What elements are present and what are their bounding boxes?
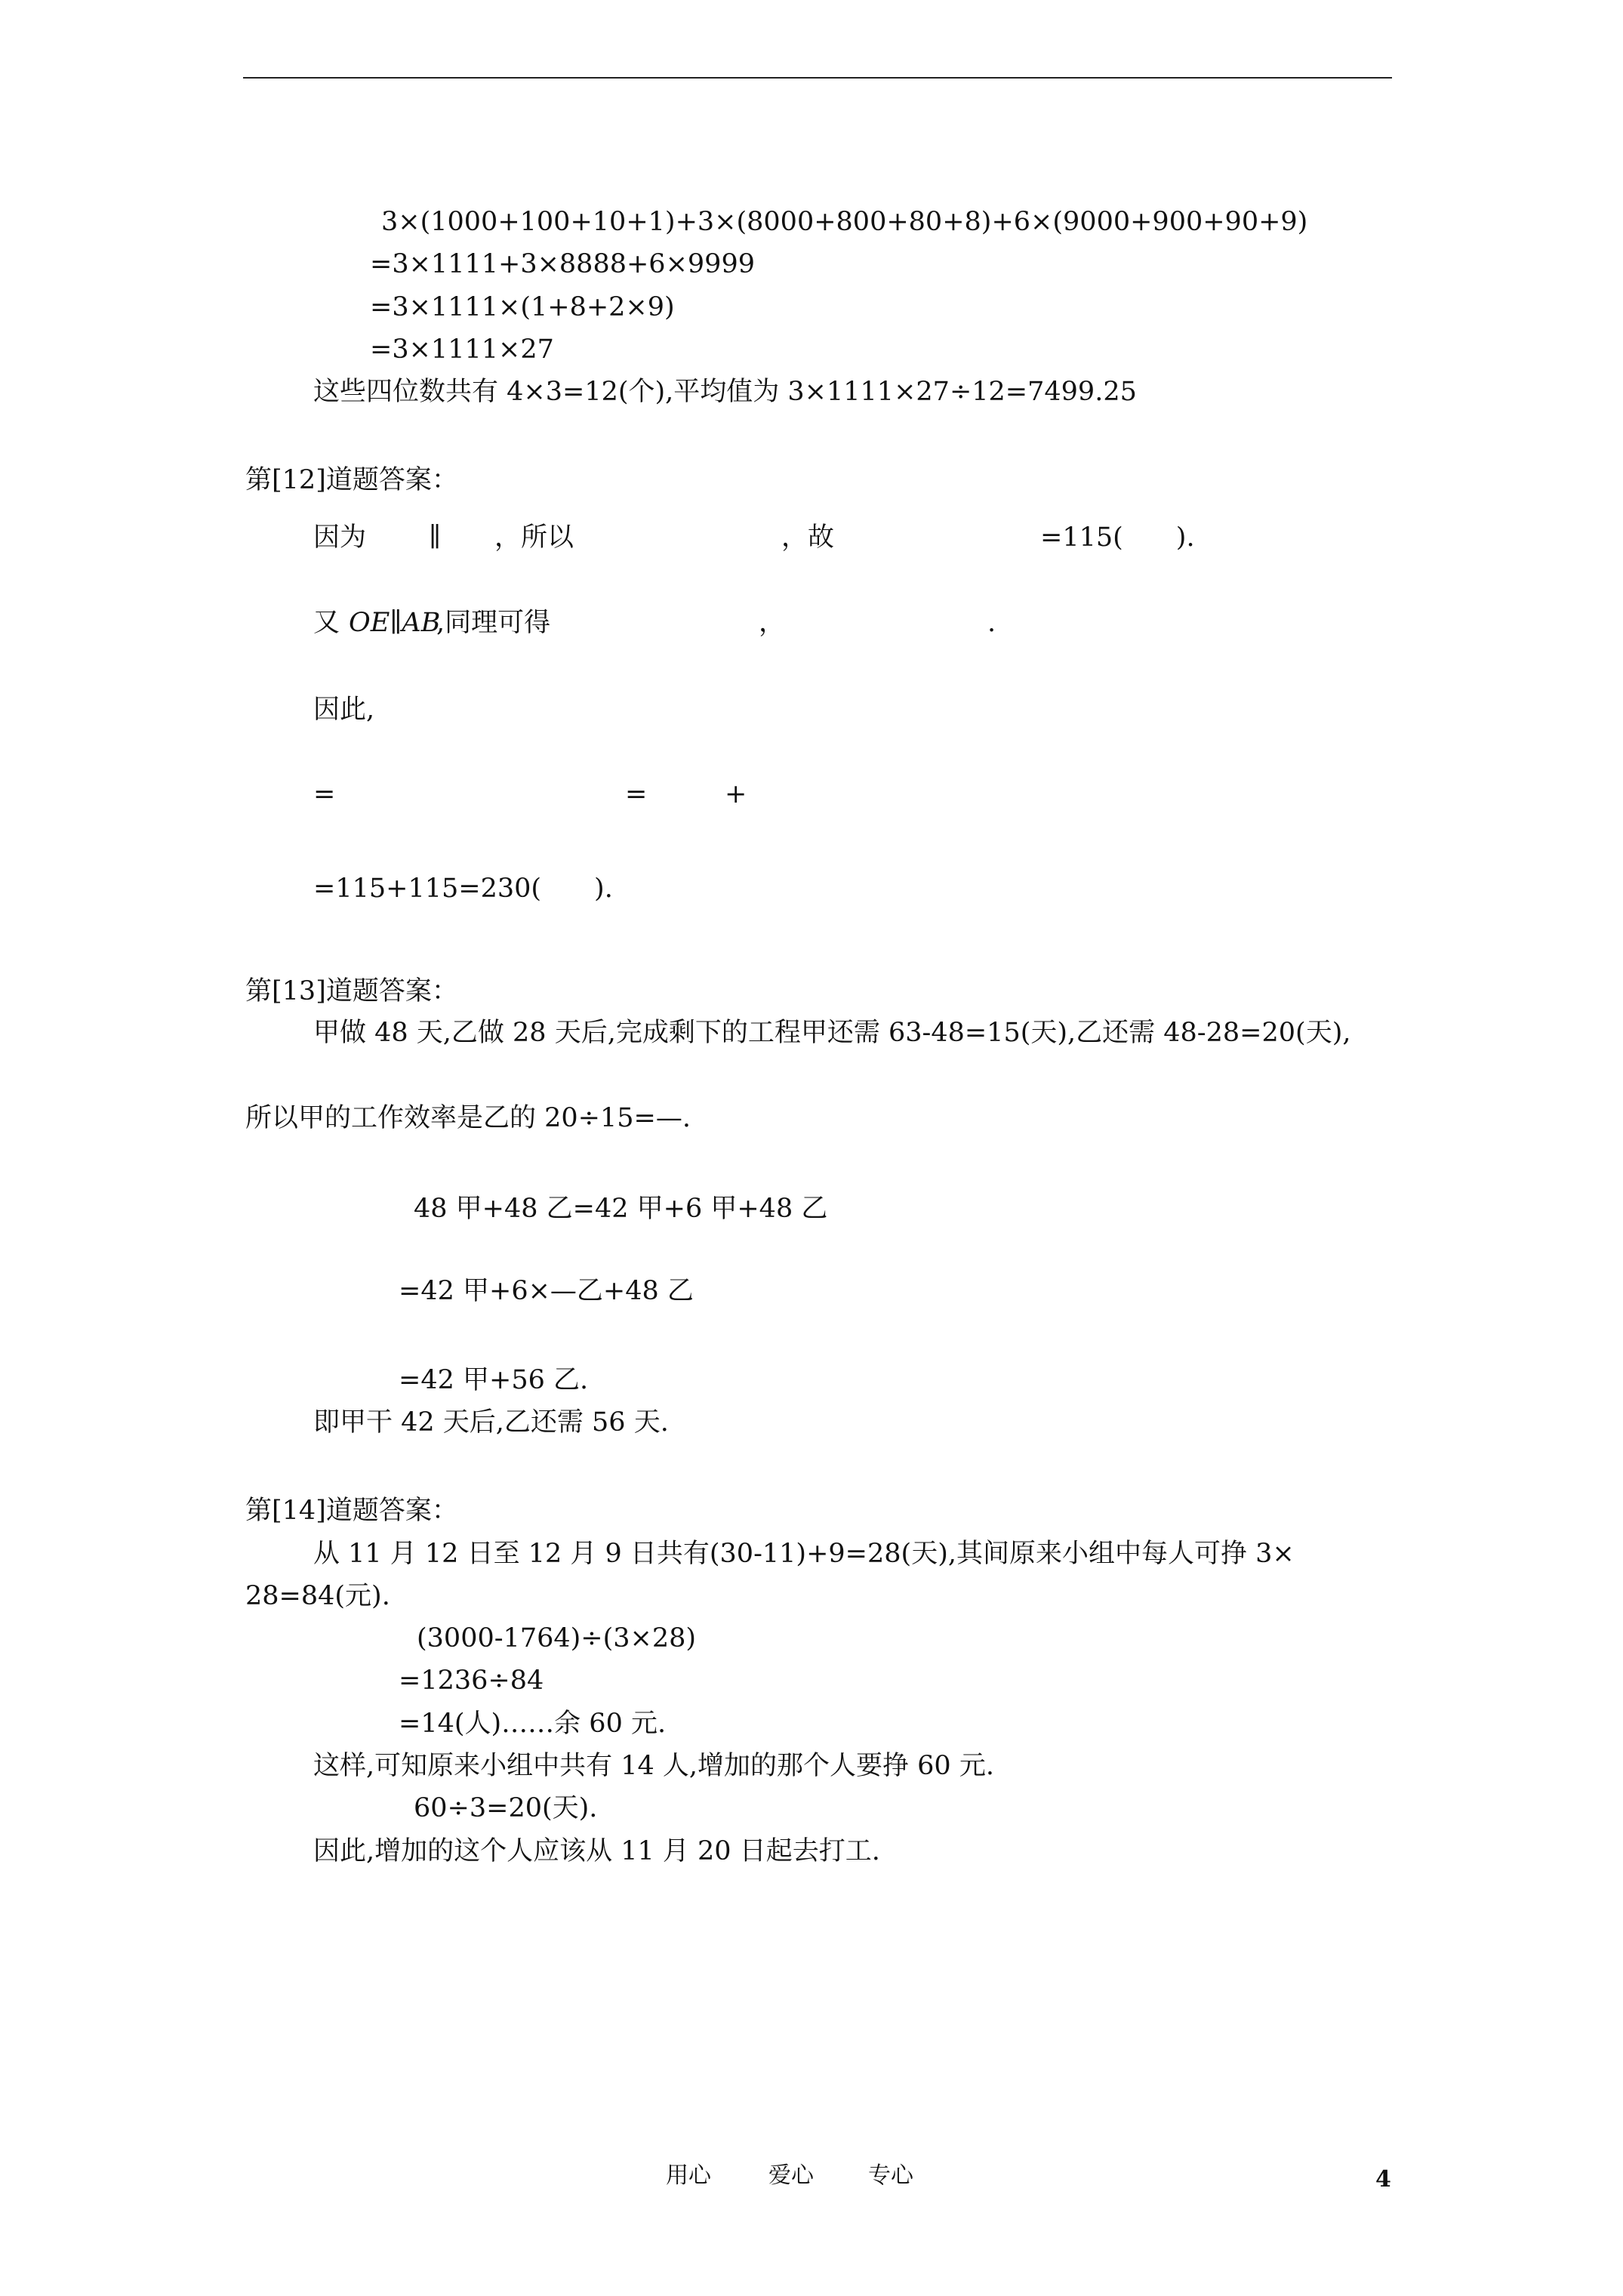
q14-line-4: =1236÷84 — [399, 1666, 544, 1696]
q14-line-2: 28=84(元). — [245, 1581, 390, 1611]
q14-line-7: 60÷3=20(天). — [414, 1793, 598, 1823]
q12-line-2-d: ， — [759, 608, 786, 638]
q11-line-5: 这些四位数共有 4×3=12(个),平均值为 3×1111×27÷12=7499.25 — [313, 377, 1137, 407]
q12-title: 第[12]道题答案： — [245, 465, 458, 495]
q14-line-5: =14(人)……余 60 元. — [399, 1709, 667, 1739]
q12-line-2-c: ,同理可得 — [436, 608, 551, 638]
q13-line-3: 48 甲+48 乙=42 甲+6 甲+48 乙 — [414, 1194, 828, 1224]
q12-line-1-b: ∥ — [429, 522, 442, 553]
q11-line-2: =3×1111+3×8888+6×9999 — [370, 249, 755, 279]
q14-title: 第[14]道题答案： — [245, 1496, 458, 1526]
q12-line-2-a: 又 — [313, 608, 340, 638]
q12-line-4-a: = — [313, 779, 336, 809]
q11-line-1: 3×(1000+100+10+1)+3×(8000+800+80+8)+6×(9000+900+90+9) — [381, 207, 1308, 237]
q14-line-8: 因此,增加的这个人应该从 11 月 20 日起去打工. — [313, 1836, 880, 1866]
q12-line-4-b: = — [625, 779, 648, 809]
header-rule — [243, 77, 1392, 79]
q12-line-1-e: =115( ). — [1040, 522, 1195, 553]
q12-line-5: =115+115=230( ). — [313, 874, 613, 904]
q13-line-2: 所以甲的工作效率是乙的 20÷15=—. — [245, 1103, 691, 1133]
q13-line-6: 即甲干 42 天后,乙还需 56 天. — [313, 1407, 669, 1438]
q12-line-1-d: ，故 — [781, 522, 835, 553]
q13-line-5: =42 甲+56 乙. — [399, 1365, 589, 1395]
q12-line-2-e: . — [987, 608, 996, 638]
q14-line-1: 从 11 月 12 日至 12 月 9 日共有(30-11)+9=28(天),其间原来小组中每人可挣 3× — [313, 1539, 1295, 1569]
page-number: 4 — [1375, 2166, 1391, 2193]
q12-line-1-a: 因为 — [313, 522, 367, 553]
q12-line-3: 因此, — [313, 695, 375, 725]
q12-line-1-c: ，所以 — [494, 522, 574, 553]
q11-line-3: =3×1111×(1+8+2×9) — [370, 292, 675, 322]
q14-line-6: 这样,可知原来小组中共有 14 人,增加的那个人要挣 60 元. — [313, 1751, 994, 1781]
q12-line-2-b: OE∥AB — [349, 608, 441, 638]
footer-item-2: 爱心 — [768, 2162, 814, 2189]
footer-item-1: 用心 — [666, 2162, 711, 2189]
q11-line-4: =3×1111×27 — [370, 334, 554, 365]
q13-line-1: 甲做 48 天,乙做 28 天后,完成剩下的工程甲还需 63-48=15(天),乙还需 48-28=20(天), — [313, 1018, 1351, 1048]
q12-line-4-c: + — [725, 779, 747, 809]
q13-line-4: =42 甲+6×—乙+48 乙 — [399, 1276, 694, 1306]
footer-item-3: 专心 — [868, 2162, 913, 2189]
q14-line-3: (3000-1764)÷(3×28) — [417, 1623, 697, 1653]
q13-title: 第[13]道题答案： — [245, 976, 458, 1006]
